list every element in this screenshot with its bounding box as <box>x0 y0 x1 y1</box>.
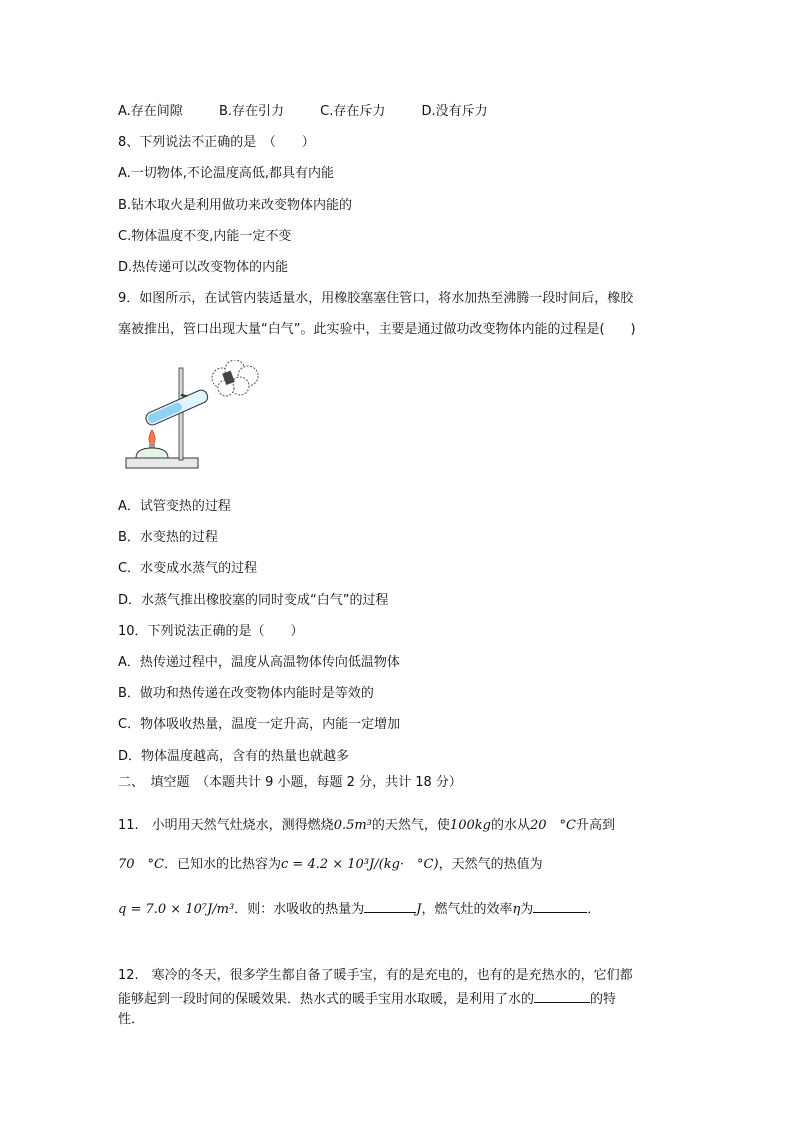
q10-option-b: B．做功和热传递在改变物体内能时是等效的 <box>118 686 374 701</box>
q11-text: ． <box>587 902 601 917</box>
q11-text: ，燃气灶的效率 <box>421 902 513 917</box>
q9-stem-line2: 塞被推出，管口出现大量“白气”。此实验中，主要是通过做功改变物体内能的过程是( ) <box>118 322 636 337</box>
q7-option-d: D.没有斥力 <box>421 104 488 119</box>
q11-text: ．已知水的比热容为 <box>164 857 282 872</box>
q12-line3: 性． <box>118 1012 145 1027</box>
q9-option-a: A．试管变热的过程 <box>118 499 231 514</box>
q11-text: ，天然气的热值为 <box>438 857 543 872</box>
q11-answer-blank-heat[interactable] <box>364 899 416 913</box>
test-tube <box>144 388 210 427</box>
q11-volume: 0.5m³ <box>333 818 372 833</box>
q10-stem: 10．下列说法正确的是（ ） <box>118 624 304 639</box>
q12-text: 能够起到一段时间的保暖效果．热水式的暖手宝用水取暖，是利用了水的 <box>118 992 535 1007</box>
q9-option-b: B．水变热的过程 <box>118 530 218 545</box>
q11-mass: 100kg <box>449 818 491 833</box>
q7-options <box>118 103 520 121</box>
q11-eta-symbol: η <box>512 902 521 917</box>
q10-option-d: D．物体温度越高，含有的热量也就越多 <box>118 749 350 764</box>
alcohol-lamp <box>136 448 168 458</box>
q12-line2 <box>118 989 616 1009</box>
q11-line1 <box>118 817 615 835</box>
q11-text: 的天然气，使 <box>371 818 450 833</box>
flame <box>149 430 155 446</box>
q8-stem: 8、下列说法不正确的是 （ ） <box>118 135 315 150</box>
stand-rod <box>179 368 183 460</box>
q8-option-a: A.一切物体,不论温度高低,都具有内能 <box>118 166 335 181</box>
q11-line3 <box>118 899 600 919</box>
q11-start-temp: 20 °C <box>529 818 576 833</box>
q8-option-c: C.物体温度不变,内能一定不变 <box>118 229 292 244</box>
q8-option-b: B.钻木取火是利用做功来改变物体内能的 <box>118 198 353 213</box>
q7-option-b: B.存在引力 <box>218 104 285 119</box>
q11-text: 为 <box>520 902 534 917</box>
q9-option-d: D．水蒸气推出橡胶塞的同时变成“白气”的过程 <box>118 593 389 608</box>
q11-answer-blank-efficiency[interactable] <box>533 899 587 913</box>
q10-option-c: C．物体吸收热量，温度一定升高，内能一定增加 <box>118 717 401 732</box>
q12-answer-blank[interactable] <box>534 989 590 1003</box>
section-heading: 二、 填空题 （本题共计 9 小题，每题 2 分，共计 18 分） <box>118 775 462 790</box>
q11-text: 的水从 <box>490 818 530 833</box>
steam-cloud <box>212 360 258 396</box>
q7-option-a: A.存在间隙 <box>118 104 183 119</box>
q11-text: 升高到 <box>575 818 615 833</box>
q11-unit-joule: J <box>416 902 422 917</box>
q11-line2 <box>118 856 543 874</box>
q12-text: 的特 <box>590 992 617 1007</box>
q11-text: 11. 小明用天然气灶烧水，测得燃烧 <box>118 818 334 833</box>
q11-text: ．则：水吸收的热量为 <box>234 902 365 917</box>
test-tube-experiment-figure <box>122 360 272 478</box>
q12-line1: 12. 寒冷的冬天，很多学生都自备了暖手宝，有的是充电的，也有的是充热水的，它们都 <box>118 968 633 983</box>
q11-specific-heat: c = 4.2 × 10³J/(kg· °C) <box>281 857 439 872</box>
q9-stem-line1: 9．如图所示，在试管内装适量水，用橡胶塞塞住管口，将水加热至沸腾一段时间后，橡胶 <box>118 291 634 306</box>
q8-option-d: D.热传递可以改变物体的内能 <box>118 260 289 275</box>
stand-base <box>126 458 198 468</box>
q10-option-a: A．热传递过程中，温度从高温物体传向低温物体 <box>118 655 400 670</box>
q9-option-c: C．水变成水蒸气的过程 <box>118 561 258 576</box>
q11-heat-value: q = 7.0 × 10⁷J/m³ <box>118 902 235 917</box>
q7-option-c: C.存在斥力 <box>320 104 386 119</box>
q11-end-temp: 70 °C <box>118 857 164 872</box>
